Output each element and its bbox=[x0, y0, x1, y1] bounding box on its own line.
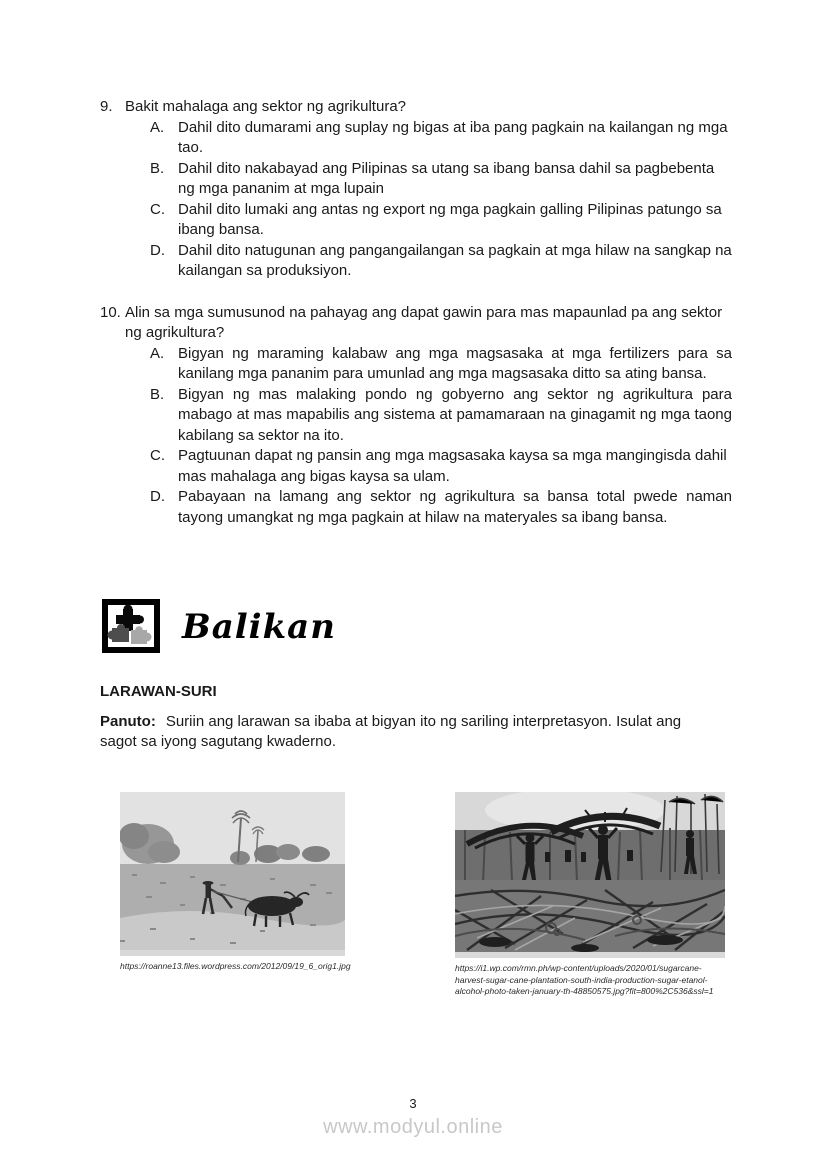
caption-line-1: https://i1.wp.com/rmn.ph/wp-content/uploads/2020/01/sugarcane- bbox=[455, 963, 702, 973]
option-text: Bigyan ng maraming kalabaw ang mga magsasaka at mga fertilizers para sa kanilang mga pananim para umunlad ang mga magsasaka ditto sa ating bansa. bbox=[178, 344, 732, 382]
activity-instruction bbox=[100, 712, 720, 753]
section-title: Balikan bbox=[182, 606, 336, 647]
farmer-carabao-photo bbox=[120, 792, 345, 957]
instruction-label: Panuto: bbox=[100, 712, 156, 730]
option-text: Dahil dito dumarami ang suplay ng bigas at iba pang pagkain na kailangan ng mga tao. bbox=[178, 118, 728, 156]
photo-row bbox=[100, 792, 732, 998]
question-9 bbox=[100, 97, 732, 282]
option-9d bbox=[150, 241, 732, 282]
option-letter: A. bbox=[150, 344, 165, 362]
option-10a bbox=[150, 344, 732, 385]
farm-photo-figure bbox=[120, 792, 351, 998]
option-letter: B. bbox=[150, 385, 165, 403]
question-text: Bakit mahalaga ang sektor ng agrikultura? bbox=[125, 98, 407, 115]
activity-heading: LARAWAN-SURI bbox=[100, 683, 217, 700]
question-number: 10. bbox=[100, 303, 121, 321]
option-10c bbox=[150, 446, 732, 487]
option-text: Dahil dito nakabayad ang Pilipinas sa utang sa ibang bansa dahil sa pagbebenta ng mga pananim at mga lupain bbox=[178, 159, 715, 197]
option-letter: B. bbox=[150, 159, 165, 177]
option-text: Pabayaan na lamang ang sektor ng agrikultura sa bansa total pwede naman tayong umangkat ng mga pagkain at hilaw na materyales sa ibang bansa. bbox=[178, 488, 732, 526]
option-letter: A. bbox=[150, 118, 165, 136]
sugarcane-harvest-photo bbox=[455, 792, 725, 959]
option-letter: D. bbox=[150, 488, 165, 505]
question-number: 9. bbox=[100, 98, 113, 115]
option-letter: C. bbox=[150, 447, 165, 464]
question-10 bbox=[100, 303, 732, 529]
option-9b bbox=[150, 159, 732, 200]
option-9c bbox=[150, 200, 732, 241]
puzzle-icon bbox=[100, 597, 164, 657]
question-text: Alin sa mga sumusunod na pahayag ang dapat gawin para mas mapaunlad pa ang sektor ng agrikultura? bbox=[125, 303, 723, 341]
option-text: Pagtuunan dapat ng pansin ang mga magsasaka kaysa sa mga mangingisda dahil mas mahalaga ang bigas kaysa sa ulam. bbox=[178, 447, 727, 485]
page-number: 3 bbox=[409, 1096, 417, 1111]
option-10d bbox=[150, 487, 732, 528]
option-text: Bigyan ng mas malaking pondo ng gobyerno ang sektor ng agrikultura para mabago at mas mapabilis ang sistema at pamamaraan na ginagamit ng mga taong kabilang sa sektor na ito. bbox=[178, 385, 732, 444]
option-10b bbox=[150, 385, 732, 447]
watermark: www.modyul.online bbox=[323, 1116, 503, 1138]
balikan-section-header bbox=[100, 596, 732, 658]
sugarcane-photo-figure bbox=[455, 792, 725, 998]
option-letter: C. bbox=[150, 200, 165, 218]
photo-caption bbox=[455, 963, 725, 998]
option-9a bbox=[150, 118, 732, 159]
option-letter: D. bbox=[150, 241, 165, 259]
photo-caption: https://roanne13.files.wordpress.com/2012/09/19_6_orig1.jpg bbox=[120, 961, 351, 971]
caption-line-2: harvest-sugar-cane-plantation-south-india-production-sugar-etanol- bbox=[455, 974, 708, 985]
option-text: Dahil dito natugunan ang pangangailangan sa pagkain at mga hilaw na sangkap na kailangan sa produksiyon. bbox=[178, 241, 732, 279]
option-text: Dahil dito lumaki ang antas ng export ng mga pagkain galling Pilipinas patungo sa ibang bansa. bbox=[178, 200, 722, 238]
page-content bbox=[100, 97, 732, 998]
caption-line-3: alcohol-photo-taken-january-th-48850575.jpg?fit=800%2C536&ssl=1 bbox=[455, 986, 714, 996]
instruction-text: Suriin ang larawan sa ibaba at bigyan ito ng sariling interpretasyon. Isulat ang sagot sa iyong sagutang kwaderno. bbox=[100, 712, 682, 750]
